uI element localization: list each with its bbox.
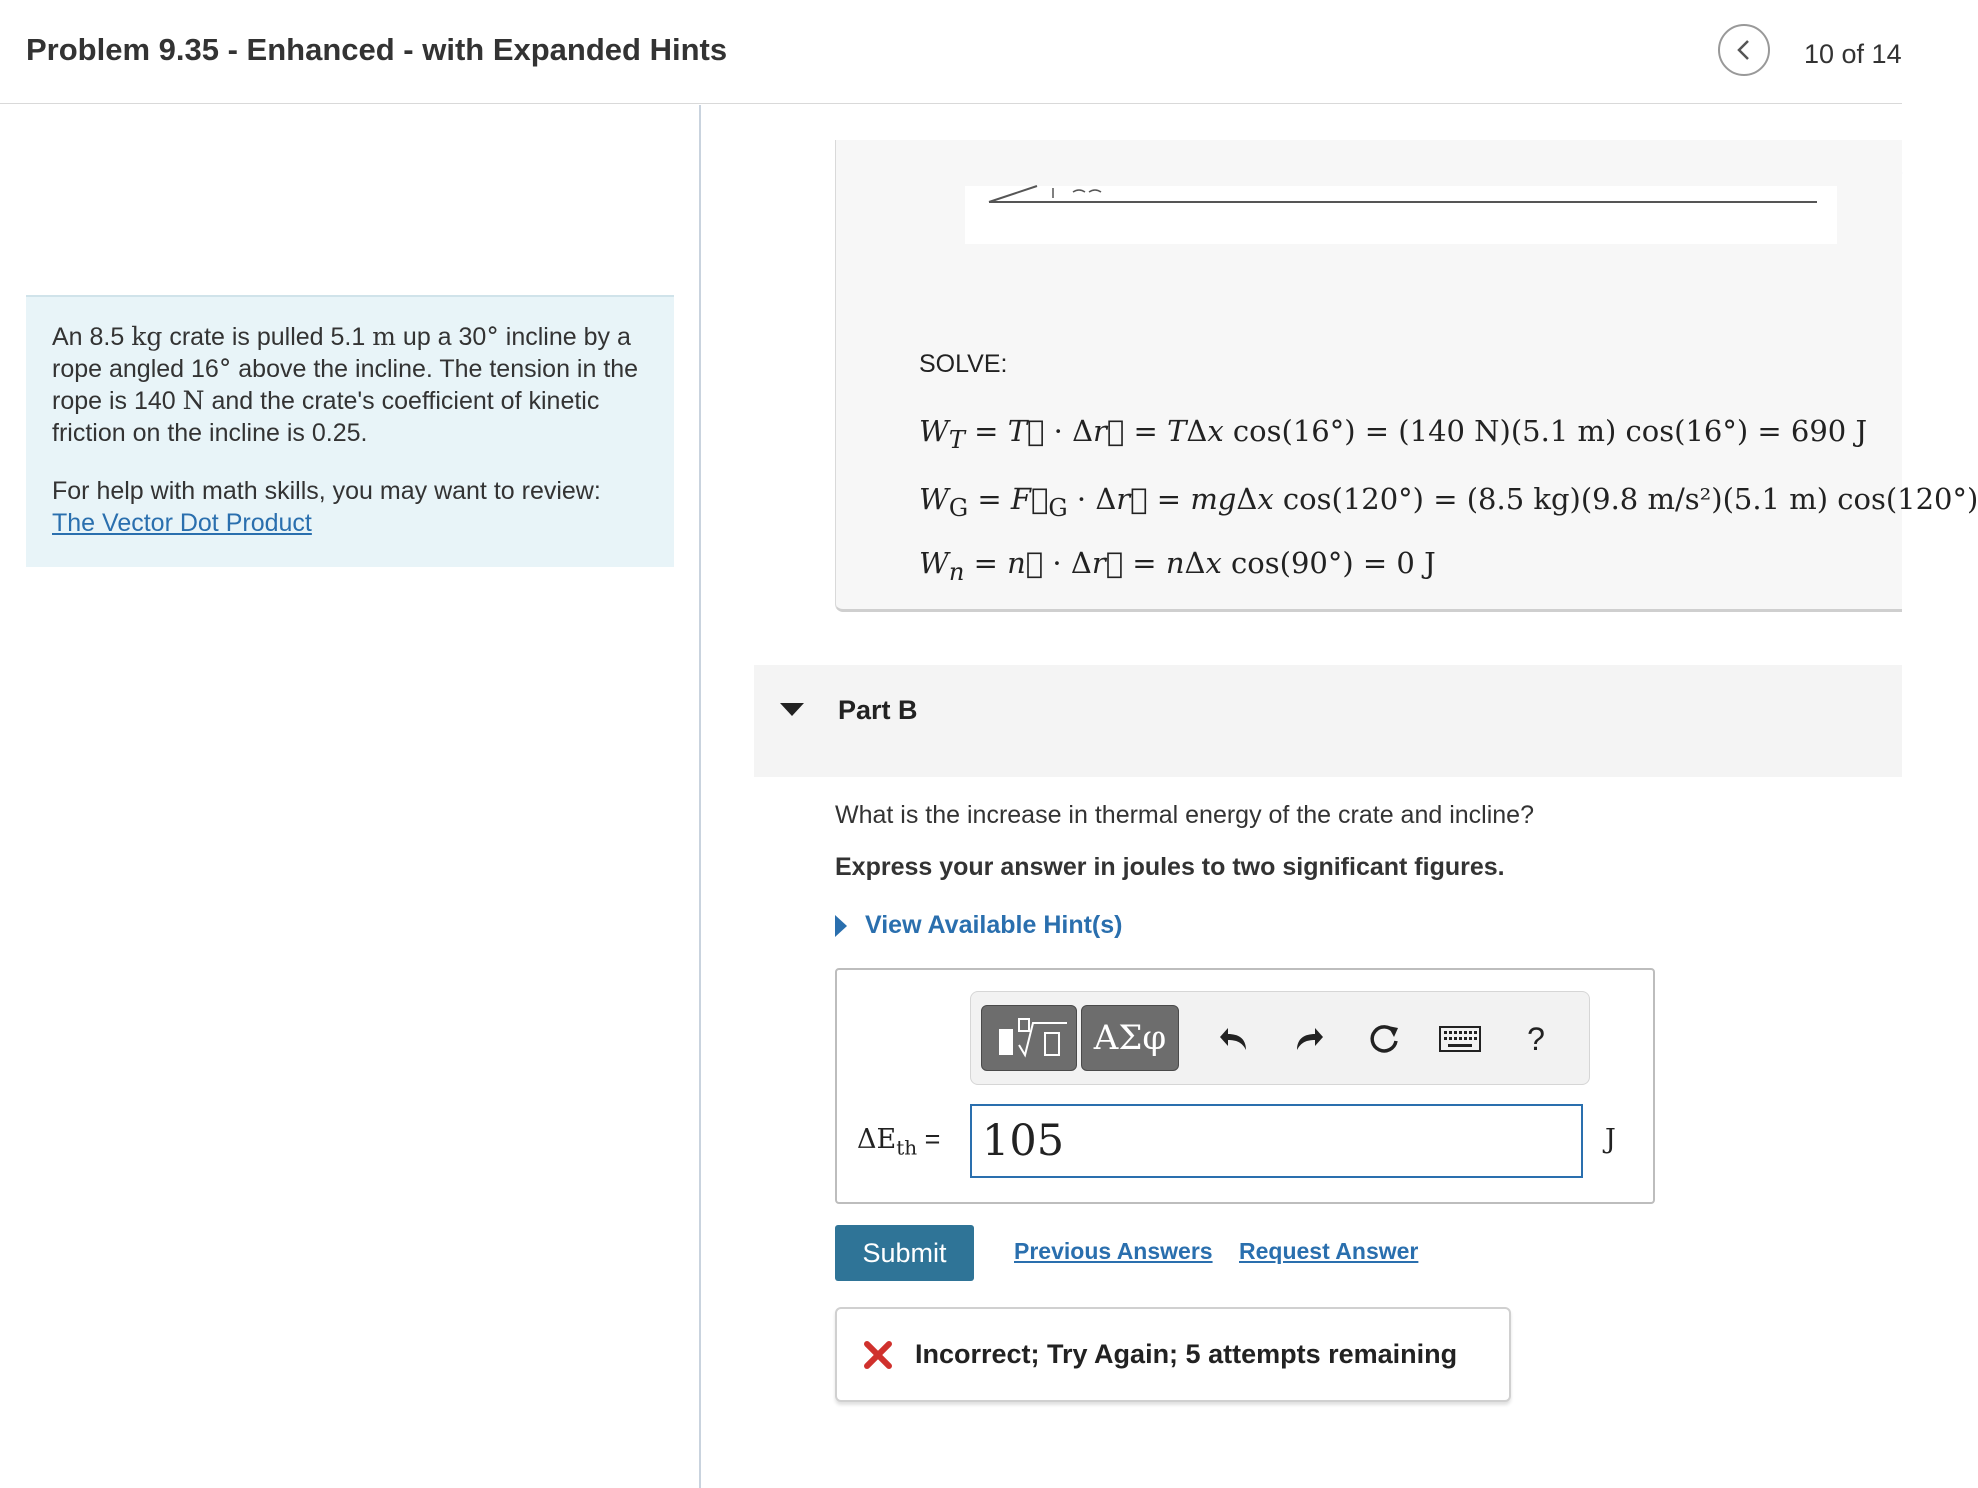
help-button[interactable]: ? [1527, 1020, 1545, 1057]
equation-gravity-work: $W_G$ = $F⃗_G$ · Δr⃗ = mgΔx cos(120°) = (8.5 kg)(9.8 m/s²)(5.1 m) cos(120°) [919, 482, 1978, 522]
view-hints-toggle[interactable]: View Available Hint(s) [835, 911, 1122, 940]
caret-down-icon[interactable] [780, 703, 804, 716]
answer-unit: J [1605, 1124, 1616, 1155]
math-template-icon [989, 1015, 1069, 1061]
header [0, 0, 1902, 104]
request-answer-link[interactable]: Request Answer [1239, 1238, 1419, 1264]
page-title: Problem 9.35 - Enhanced - with Expanded Hints [26, 32, 728, 67]
math-toolbar [970, 991, 1590, 1085]
chevron-left-icon [1734, 38, 1754, 62]
reset-button[interactable] [1361, 1016, 1407, 1062]
equation-tension-work: $W_T$ = T⃗ · Δr⃗ = TΔx cos(16°) = (140 N)(5.1 m) cos(16°) = 690 J [919, 414, 1868, 454]
answer-input[interactable]: 105 [970, 1104, 1583, 1178]
question-text: What is the increase in thermal energy of the crate and incline? [835, 801, 1534, 829]
undo-icon [1218, 1024, 1250, 1054]
problem-statement [26, 295, 674, 567]
symbols-button[interactable]: ΑΣφ [1081, 1005, 1179, 1071]
solve-label: SOLVE: [919, 350, 1008, 378]
redo-icon [1293, 1024, 1325, 1054]
keyboard-icon [1439, 1026, 1481, 1052]
instruction-text: Express your answer in joules to two significant figures. [835, 853, 1505, 881]
incline-figure-drawing [965, 186, 1837, 244]
x-mark-icon [863, 1340, 893, 1370]
equation-normal-work: $W_n$ = n⃗ · Δr⃗ = nΔx cos(90°) = 0 J [919, 546, 1436, 586]
redo-button[interactable] [1286, 1016, 1332, 1062]
previous-answers-link[interactable]: Previous Answers [1014, 1238, 1213, 1264]
keyboard-button[interactable] [1435, 1016, 1485, 1062]
problem-counter: 10 of 14 [1804, 39, 1902, 69]
submit-button[interactable]: Submit [835, 1225, 974, 1281]
answer-label: $\Delta E_{th}$ = [857, 1124, 941, 1160]
vector-dot-product-link[interactable]: The Vector Dot Product [52, 509, 312, 537]
templates-button[interactable] [981, 1005, 1077, 1071]
feedback-text: Incorrect; Try Again; 5 attempts remaining [915, 1339, 1458, 1369]
previous-problem-button[interactable] [1718, 24, 1770, 76]
part-b-label[interactable]: Part B [838, 695, 918, 725]
column-divider [699, 105, 701, 1488]
incline-figure [965, 186, 1837, 244]
part-b-header[interactable] [754, 665, 1902, 777]
undo-button[interactable] [1211, 1016, 1257, 1062]
reset-icon [1367, 1022, 1401, 1056]
feedback-message [835, 1307, 1511, 1402]
help-text: For help with math skills, you may want to review: [52, 477, 601, 505]
problem-text: An 8.5 kg crate is pulled 5.1 m up a 30° incline by a rope angled 16° above the incline. The tension in the rope is 140 N and the crate's coefficient of kinetic friction on the incline is 0.25. [52, 322, 639, 447]
caret-right-icon [835, 915, 847, 937]
